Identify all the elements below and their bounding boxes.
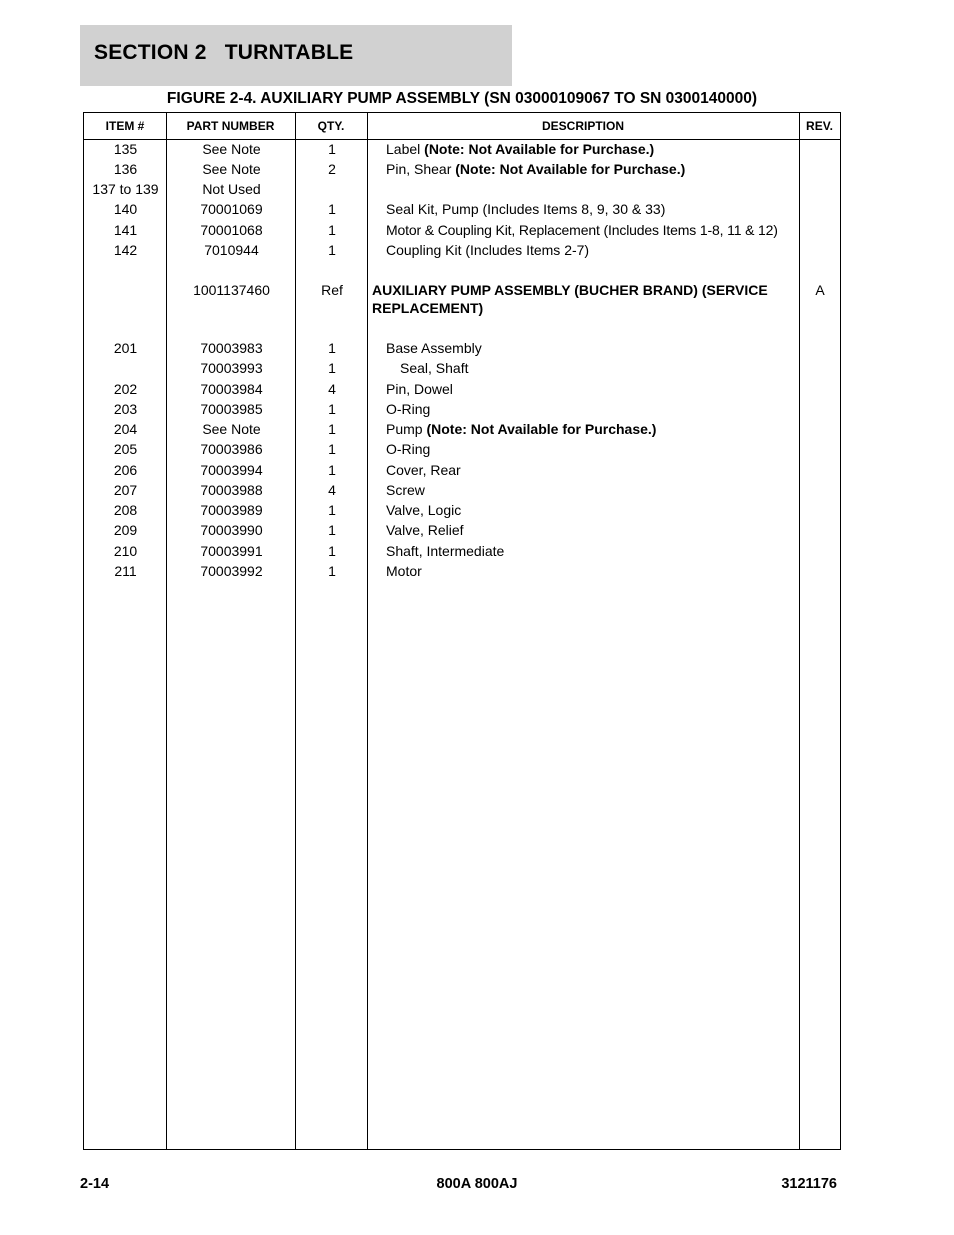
part-number: 7010944 (204, 242, 259, 258)
column-header-description: DESCRIPTION (541, 119, 624, 133)
part-number: See Note (202, 141, 261, 157)
item-number: 202 (113, 381, 138, 397)
description: Motor (386, 563, 422, 579)
figure-title: FIGURE 2-4. AUXILIARY PUMP ASSEMBLY (SN 03000109067 TO SN 0300140000) (166, 90, 758, 107)
item-number: 136 (113, 161, 138, 177)
section-title: SECTION 2 TURNTABLE (94, 41, 354, 64)
item-number: 206 (113, 462, 138, 478)
quantity: 1 (328, 462, 336, 478)
description-text: Pin, Shear (386, 161, 456, 177)
part-number: 70001069 (200, 201, 263, 217)
quantity: 1 (328, 522, 336, 538)
part-number: 70003991 (200, 543, 263, 559)
description: Valve, Relief (386, 522, 464, 538)
column-header-qty: QTY. (317, 119, 345, 133)
column-header-rev: REV. (806, 119, 833, 133)
description: Shaft, Intermediate (386, 543, 505, 559)
part-number: 70003994 (200, 462, 263, 478)
quantity: 4 (328, 482, 336, 498)
description (386, 140, 796, 158)
description: Coupling Kit (Includes Items 2-7) (386, 242, 590, 258)
item-number: 207 (113, 482, 138, 498)
quantity: 1 (328, 201, 336, 217)
description: Seal Kit, Pump (Includes Items 8, 9, 30 & 33) (386, 201, 666, 217)
page-number: 2-14 (80, 1176, 110, 1192)
item-number: 204 (113, 421, 138, 437)
quantity: 2 (328, 161, 336, 177)
document-number: 3121176 (781, 1176, 837, 1192)
description: Valve, Logic (386, 502, 462, 518)
description: Base Assembly (386, 340, 482, 356)
part-number: 70003986 (200, 441, 263, 457)
section-banner (80, 25, 512, 86)
quantity: 1 (328, 340, 336, 356)
assembly-description: AUXILIARY PUMP ASSEMBLY (BUCHER BRAND) (SERVICE REPLACEMENT) (372, 282, 768, 316)
part-number: See Note (202, 161, 261, 177)
quantity: 1 (328, 222, 336, 238)
availability-note: (Note: Not Available for Purchase.) (426, 421, 657, 437)
column-divider (799, 113, 800, 1149)
quantity: 1 (328, 401, 336, 417)
parts-table (83, 112, 841, 1150)
item-number: 205 (113, 441, 138, 457)
item-number: 142 (113, 242, 138, 258)
quantity: 1 (328, 441, 336, 457)
item-number: 135 (113, 141, 138, 157)
description-text: Pump (386, 421, 427, 437)
column-header-part-number: PART NUMBER (186, 119, 275, 133)
item-number: 203 (113, 401, 138, 417)
part-number: 70003985 (200, 401, 263, 417)
quantity: 4 (328, 381, 336, 397)
availability-note: (Note: Not Available for Purchase.) (455, 161, 686, 177)
column-header-item: ITEM # (105, 119, 145, 133)
part-number: 1001137460 (193, 282, 270, 298)
quantity: 1 (328, 543, 336, 559)
description-text: Label (386, 141, 425, 157)
item-number: 208 (113, 502, 138, 518)
description (386, 160, 796, 178)
quantity: 1 (328, 502, 336, 518)
part-number: 70001068 (200, 222, 263, 238)
quantity: 1 (328, 563, 336, 579)
quantity: 1 (328, 360, 336, 376)
availability-note: (Note: Not Available for Purchase.) (424, 141, 655, 157)
description: Screw (386, 482, 425, 498)
part-number: 70003990 (200, 522, 263, 538)
revision: A (815, 282, 825, 298)
description: O-Ring (386, 441, 431, 457)
item-number: 140 (113, 201, 138, 217)
column-divider (367, 113, 368, 1149)
item-number: 209 (113, 522, 138, 538)
description: Motor & Coupling Kit, Replacement (Includes Items 1-8, 11 & 12) (386, 222, 778, 238)
part-number: 70003993 (200, 360, 263, 376)
part-number: 70003992 (200, 563, 263, 579)
column-divider (166, 113, 167, 1149)
quantity: 1 (328, 242, 336, 258)
part-number: 70003989 (200, 502, 263, 518)
quantity: 1 (328, 141, 336, 157)
model-numbers: 800A 800AJ (436, 1176, 518, 1192)
quantity: 1 (328, 421, 336, 437)
item-number: 210 (113, 543, 138, 559)
description: Pin, Dowel (386, 381, 453, 397)
description (386, 420, 796, 438)
description: O-Ring (386, 401, 431, 417)
part-number: Not Used (202, 181, 261, 197)
description: Cover, Rear (386, 462, 461, 478)
part-number: 70003983 (200, 340, 263, 356)
column-divider (295, 113, 296, 1149)
quantity: Ref (321, 282, 343, 298)
item-number: 141 (113, 222, 138, 238)
item-number: 211 (114, 563, 137, 579)
part-number: See Note (202, 421, 261, 437)
part-number: 70003988 (200, 482, 263, 498)
description: Seal, Shaft (400, 360, 469, 376)
item-number: 201 (113, 340, 138, 356)
item-number: 137 to 139 (92, 181, 159, 197)
part-number: 70003984 (200, 381, 263, 397)
